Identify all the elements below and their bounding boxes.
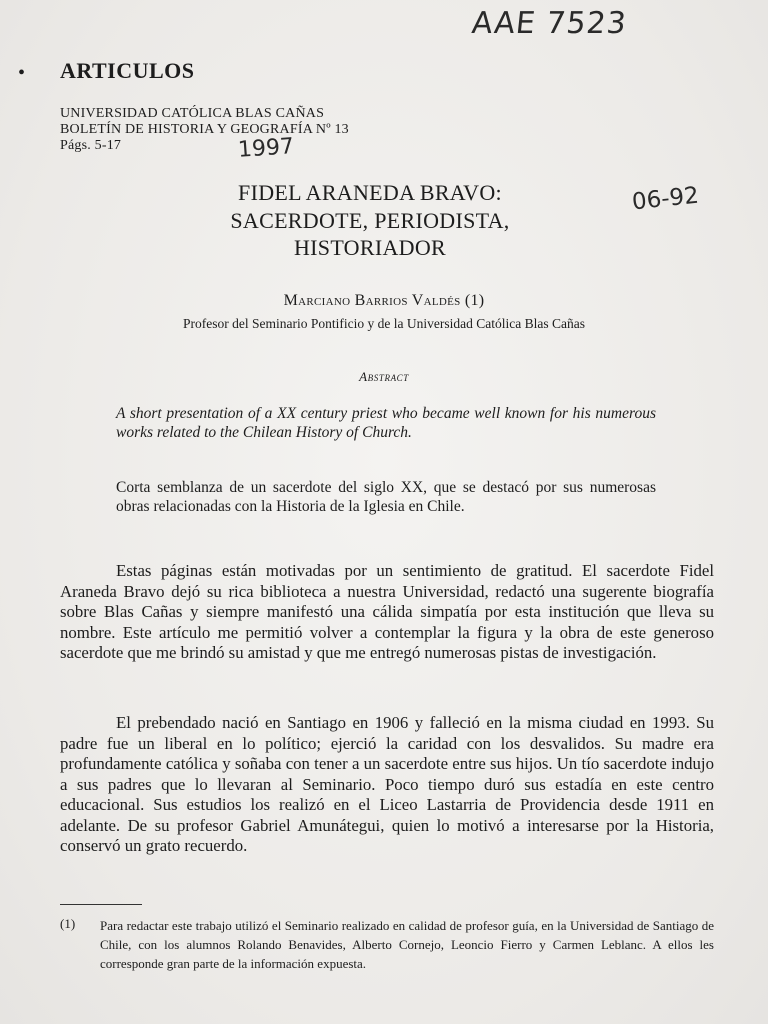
footnote-text: Para redactar este trabajo utilizó el Seminario realizado en calidad de profesor guía, en la Universidad de Santiago de Chile, con los alumnos Rolando Benavides, Alberto Cornejo, Leoncio Fierro y Carmen Leblanc. A ellos les corresponde gran parte de la información expuesta. [100,918,714,971]
footnote-divider [60,904,142,905]
publication-university: UNIVERSIDAD CATÓLICA BLAS CAÑAS [60,106,325,121]
abstract-spanish: Corta semblanza de un sacerdote del siglo XX, que se destacó por sus numerosas obras relacionadas con la Historia de la Iglesia en Chile. [116,479,656,515]
author-affiliation: Profesor del Seminario Pontificio y de la Universidad Católica Blas Cañas [183,316,585,331]
body-paragraph: El prebendado nació en Santiago en 1906 y falleció en la misma ciudad en 1993. Su padre fue un liberal en lo político; ejerció la caridad con los desvalidos. Su madre era profundamente católica y soñaba con tener a un sacerdote entre sus hijos. Un tío sacerdote indujo a sus padres que lo llevaran al Seminario. Poco tiempo duró sus estadía en este centro educacional. Sus estudios los realizó en el Liceo Lastarria de Providencia desde 1911 en adelante. De su profesor Gabriel Amunátegui, quien lo motivó a interesarse por la Historia, conservó un grato recuerdo. [60,713,714,855]
abstract-heading: Abstract [359,369,409,384]
abstract-english: A short presentation of a XX century priest who became well known for his numerous works related to the Chilean History of Church. [116,405,656,441]
article-title-line: FIDEL ARANEDA BRAVO: [238,180,502,205]
handwritten-year: 1997 [237,134,295,163]
publication-pages: Págs. 5-17 [60,138,122,153]
section-title: ARTICULOS [60,58,195,83]
article-title-line: HISTORIADOR [293,235,446,260]
body-paragraph: Estas páginas están motivadas por un sentimiento de gratitud. El sacerdote Fidel Araneda Bravo dejó su rica biblioteca a nuestra Universidad, redactó una sugerente biografía sobre Blas Cañas y siempre manifestó una cálida simpatía por esta institución que lleva su nombre. Este artículo me permitió volver a contemplar la figura y la obra de este generoso sacerdote que me brindó su amistad y que me entregó numerosas pistas de investigación. [60,561,714,662]
handwritten-catalog-code: AAE 7523 [470,6,629,41]
footnote-marker: (1) [60,916,76,931]
section-bullet: • [18,62,26,84]
publication-bulletin: BOLETÍN DE HISTORIA Y GEOGRAFÍA Nº 13 [60,122,349,137]
article-title-line: SACERDOTE, PERIODISTA, [230,208,510,233]
article-author: Marciano Barrios Valdés (1) [283,292,485,309]
handwritten-date-mark: 06-92 [630,182,701,216]
